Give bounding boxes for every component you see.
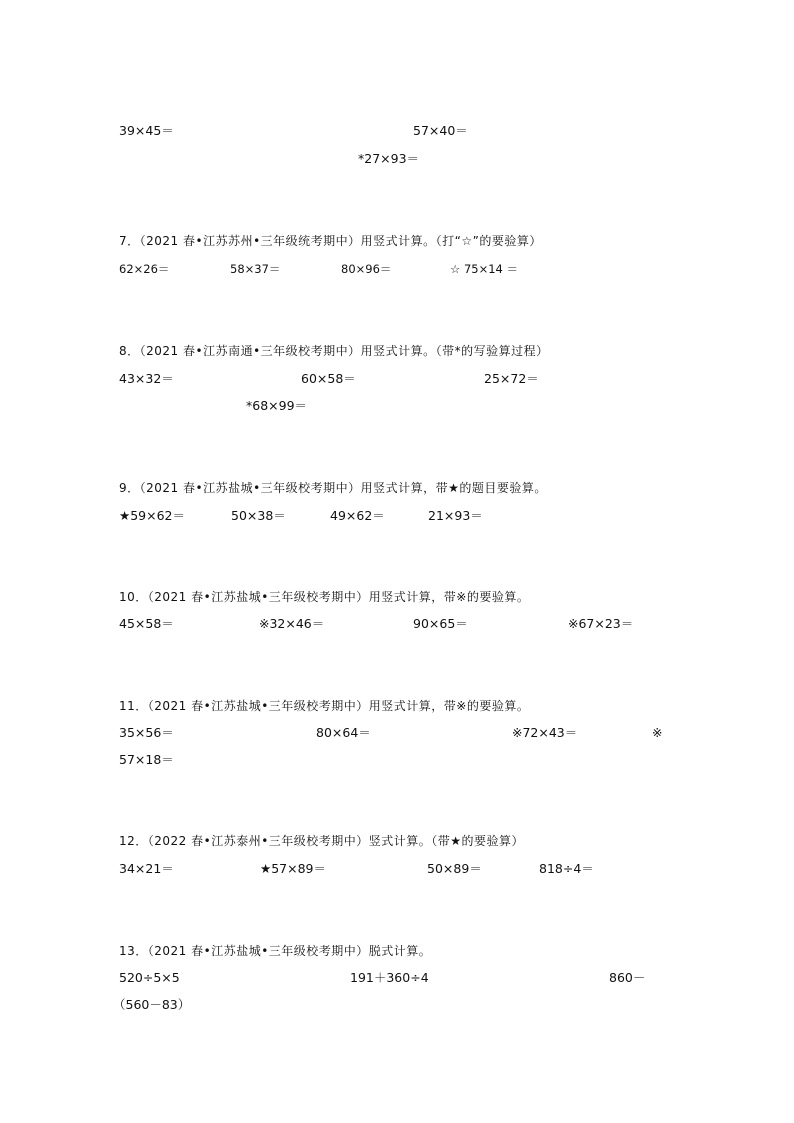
problem-39x45: 39×45＝ xyxy=(119,123,174,138)
problem-35x56: 35×56＝ xyxy=(119,725,174,740)
problem-49x62: 49×62＝ xyxy=(330,508,385,523)
question-8-header: 8．（2021 春•江苏南通•三年级校考期中）用竖式计算。（带*的写验算过程） xyxy=(119,344,549,358)
check-mark-symbol: ※ xyxy=(652,725,663,740)
question-13-header: 13．（2021 春•江苏盐城•三年级校考期中）脱式计算。 xyxy=(119,944,432,958)
problem-860-minus-cont: （560－83） xyxy=(113,997,191,1012)
question-11-header: 11．（2021 春•江苏盐城•三年级校考期中）用竖式计算，带※的要验算。 xyxy=(119,699,530,713)
question-10-header: 10．（2021 春•江苏盐城•三年级校考期中）用竖式计算，带※的要验算。 xyxy=(119,590,530,604)
problem-80x96: 80×96＝ xyxy=(341,262,392,276)
problem-860-minus: 860－ xyxy=(609,970,646,985)
problem-59x62-check: ★59×62＝ xyxy=(119,508,185,523)
problem-57x89-check: ★57×89＝ xyxy=(260,861,326,876)
problem-25x72: 25×72＝ xyxy=(484,371,539,386)
question-12-header: 12．（2022 春•江苏泰州•三年级校考期中）竖式计算。（带★的要验算） xyxy=(119,834,525,848)
problem-57x40: 57×40＝ xyxy=(413,123,468,138)
problem-27x93-check: *27×93＝ xyxy=(358,151,420,166)
problem-68x99-check: *68×99＝ xyxy=(246,398,308,413)
problem-75x14-check: ☆ 75×14 ＝ xyxy=(450,262,519,276)
problem-191plus360div4: 191＋360÷4 xyxy=(350,970,429,985)
problem-58x37: 58×37＝ xyxy=(230,262,281,276)
problem-62x26: 62×26＝ xyxy=(119,262,170,276)
problem-32x46-check: ※32×46＝ xyxy=(259,616,325,631)
problem-60x58: 60×58＝ xyxy=(301,371,356,386)
problem-50x38: 50×38＝ xyxy=(231,508,286,523)
problem-90x65: 90×65＝ xyxy=(413,616,468,631)
problem-520div5x5: 520÷5×5 xyxy=(119,970,180,985)
problem-72x43-check: ※72×43＝ xyxy=(512,725,578,740)
problem-45x58: 45×58＝ xyxy=(119,616,174,631)
problem-21x93: 21×93＝ xyxy=(428,508,483,523)
problem-57x18: 57×18＝ xyxy=(119,752,174,767)
problem-50x89: 50×89＝ xyxy=(427,861,482,876)
question-7-header: 7．（2021 春•江苏苏州•三年级统考期中）用竖式计算。（打“☆”的要验算） xyxy=(119,234,542,248)
problem-818div4: 818÷4＝ xyxy=(539,861,594,876)
problem-67x23-check: ※67×23＝ xyxy=(568,616,634,631)
problem-80x64: 80×64＝ xyxy=(316,725,371,740)
problem-34x21: 34×21＝ xyxy=(119,861,174,876)
question-9-header: 9．（2021 春•江苏盐城•三年级校考期中）用竖式计算，带★的题目要验算。 xyxy=(119,481,547,495)
problem-43x32: 43×32＝ xyxy=(119,371,174,386)
